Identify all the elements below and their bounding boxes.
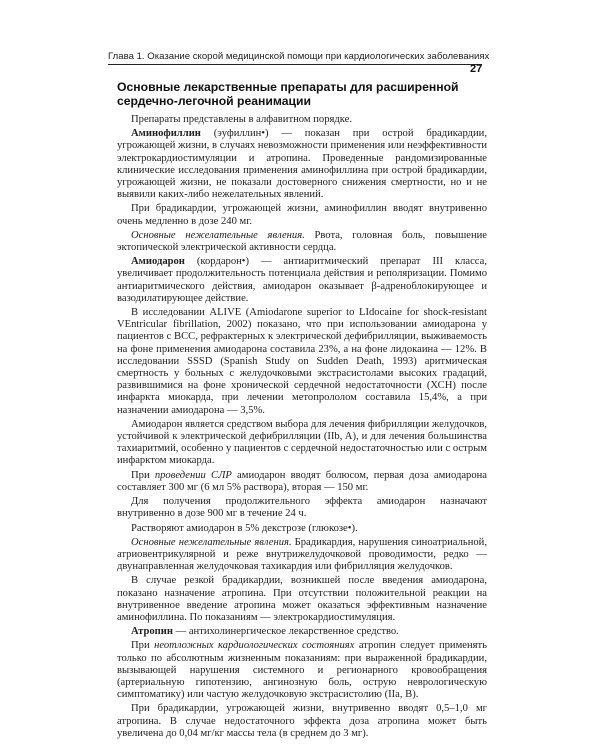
paragraph: При брадикардии, угрожающей жизни, внутривенно вводят 0,5–1,0 мг атропина. В случае недостаточного эффекта доза атропина может быть увеличена до 0,04 мг/кг массы тела (в среднем до 3 мг).	[117, 703, 487, 739]
drug-name: Амиодарон	[131, 256, 185, 268]
drug-name: Атропин	[131, 626, 173, 638]
paragraph: Для получения продолжительного эффекта амиодарон назначают внутривенно в дозе 900 мг в течение 24 ч.	[117, 496, 487, 520]
subheading: Основные нежелательные явления.	[131, 536, 292, 548]
paragraph: Основные нежелательные явления. Рвота, головная боль, повышение эктопической электрической активности сердца.	[117, 229, 487, 254]
paragraph: Амиодарон (кордарон•) — антиаритмический препарат III класса, увеличивает продолжительность потенциала действия и реполяризации. Помимо антиаритмического действия, амиодарон оказывает β-адреноблокирующее и вазодилатирующее действие.	[117, 256, 487, 304]
paragraph: Основные нежелательные явления. Брадикардия, нарушения синоатриальной, атриовентрикулярной и реже внутрижелудочковой проводимости, редко — двунаправленная желудочковая тахикардия или фибрилляция желудочков.	[117, 536, 487, 573]
paragraph: В случае резкой брадикардии, возникшей после введения амиодарона, показано назначение атропина. При отсутствии положительной реакции на внутривенное введение атропина может оказаться эффективным назначение аминофиллина. По показаниям — электрокардиостимуляция.	[117, 575, 487, 623]
paragraph: Атропин — антихолинергическое лекарственное средство.	[131, 626, 399, 638]
paragraph: В исследовании ALIVE (Amiodarone superior to LIdocaine for shock-resistant VEntricular fibrillation, 2002) показано, что при использовании амиодарона у пациентов с ВСС, рефрактерных к электрической дефибрилляции, выживаемость на фоне применения амиодарона составила 23%, а на фоне лидокаина — 12%. В исследовании SSSD (Spanish Study on Sudden Death, 1993) аритмическая смертность у больных с желудочковыми экстрасистолами высоких градаций, развившимися на фоне хронической сердечной недостаточности (ХСН) после инфаркта миокарда, при лечении метопрололом составила 15,4%, а при назначении амиодарона — 3,5%.	[117, 307, 487, 416]
paragraph: Растворяют амиодарон в 5% декстрозе (глюкозе•).	[131, 522, 358, 534]
paragraph: При брадикардии, угрожающей жизни, аминофиллин вводят внутривенно очень медленно в дозе 240 мг.	[117, 203, 487, 227]
body-text	[117, 114, 487, 742]
paragraph: При неотложных кардиологических состояниях атропин следует применять только по абсолютным жизненным показаниям: при выраженной брадикардии, вызывающей нарушения системного и регионарного кровообращения (артериальную гипотензию, ангинозную боль, острую неврологическую симптоматику) или частую желудочковую экстрасистолию (IIa, B).	[117, 640, 487, 701]
paragraph: Амиодарон является средством выбора для лечения фибрилляции желудочков, устойчивой к электрической дефибрилляции (IIb, A), и для лечения большинства тахиаритмий, особенно у пациентов с сердечной недостаточностью или с острым инфарктом миокарда.	[117, 418, 487, 467]
page-number: 27	[470, 63, 483, 75]
paragraph: Препараты представлены в алфавитном порядке.	[131, 114, 352, 125]
running-header: Глава 1. Оказание скорой медицинской помощи при кардиологических заболеваниях	[108, 51, 482, 65]
drug-name: Аминофиллин	[131, 128, 201, 140]
subheading: Основные нежелательные явления.	[131, 229, 305, 241]
paragraph: Аминофиллин (эуфиллин•) — показан при острой брадикардии, угрожающей жизни, в случаях невозможности применения или неэффективности электрокардиостимуляции и атропина. Проведенные рандомизированные клинические исследования применения аминофиллина при острой брадикардии, угрожающей жизни, не показали достоверного снижения смертности, но и не выявили каких-либо нежелательных явлений.	[117, 128, 487, 201]
paragraph: При проведении СЛР амиодарон вводят болюсом, первая доза амиодарона составляет 300 мг (6 мл 5% раствора), вторая — 150 мг.	[117, 469, 487, 493]
section-title: Основные лекарственные препараты для расширенной сердечно-легочной реанимации	[117, 80, 459, 108]
